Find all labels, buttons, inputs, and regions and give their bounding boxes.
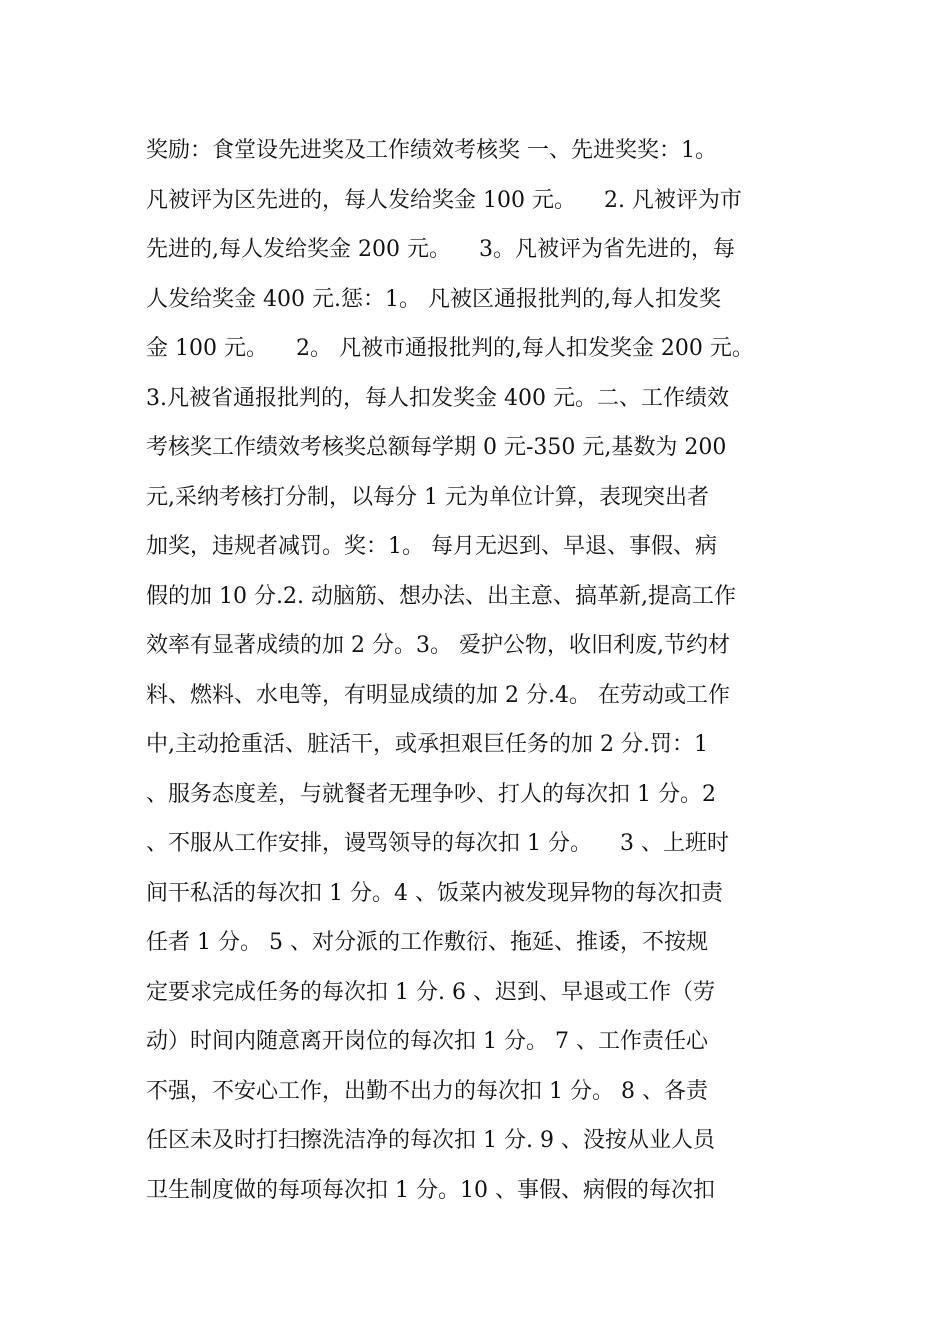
text-line: 元,采纳考核打分制，以每分 1 元为单位计算，表现突出者 xyxy=(146,484,709,510)
text-line: 、服务态度差，与就餐者无理争吵、打人的每次扣 1 分。2 xyxy=(146,781,716,807)
text-line: 考核奖工作绩效考核奖总额每学期 0 元-350 元,基数为 200 xyxy=(146,435,727,460)
text-line: 动）时间内随意离开岗位的每次扣 1 分。 7 、工作责任心 xyxy=(146,1029,708,1054)
text-line: 料、燃料、水电等，有明显成绩的加 2 分.4。 在劳动或工作 xyxy=(146,682,730,708)
text-line: 凡被评为区先进的，每人发给奖金 100 元。 2. 凡被评为市 xyxy=(146,187,742,213)
text-line: 加奖，违规者减罚。奖：1。 每月无迟到、早退、事假、病 xyxy=(146,534,717,559)
text-line: 卫生制度做的每项每次扣 1 分。10 、事假、病假的每次扣 xyxy=(146,1177,715,1203)
text-line: 定要求完成任务的每次扣 1 分. 6 、迟到、早退或工作（劳 xyxy=(146,979,715,1005)
text-line: 效率有显著成绩的加 2 分。3。 爱护公物，收旧利废,节约材 xyxy=(146,633,730,658)
text-line: 不强，不安心工作，出勤不出力的每次扣 1 分。 8 、各责 xyxy=(146,1078,708,1104)
text-line: 金 100 元。 2。 凡被市通报批判的,每人扣发奖金 200 元。 xyxy=(146,336,754,361)
text-line: 、不服从工作安排，谩骂领导的每次扣 1 分。 3 、上班时 xyxy=(146,831,729,856)
text-line: 奖励：食堂设先进奖及工作绩效考核奖 一、先进奖奖：1。 xyxy=(146,138,717,163)
text-line: 任者 1 分。 5 、对分派的工作敷衍、拖延、推诿，不按规 xyxy=(146,930,708,955)
body-text xyxy=(146,126,814,1215)
text-line: 间干私活的每次扣 1 分。4 、饭菜内被发现异物的每次扣责 xyxy=(146,880,723,906)
text-line: 先进的,每人发给奖金 200 元。 3。凡被评为省先进的，每 xyxy=(146,237,735,262)
text-line: 中,主动抢重活、脏活干，或承担艰巨任务的加 2 分.罚：1 xyxy=(146,732,708,757)
text-line: 任区未及时打扫擦洗洁净的每次扣 1 分. 9 、没按从业人员 xyxy=(146,1128,715,1153)
text-line: 3.凡被省通报批判的，每人扣发奖金 400 元。二、工作绩效 xyxy=(146,385,729,411)
text-line: 人发给奖金 400 元.惩：1。 凡被区通报批判的,每人扣发奖 xyxy=(146,286,721,312)
text-line: 假的加 10 分.2. 动脑筋、想办法、出主意、搞革新,提高工作 xyxy=(146,583,736,609)
